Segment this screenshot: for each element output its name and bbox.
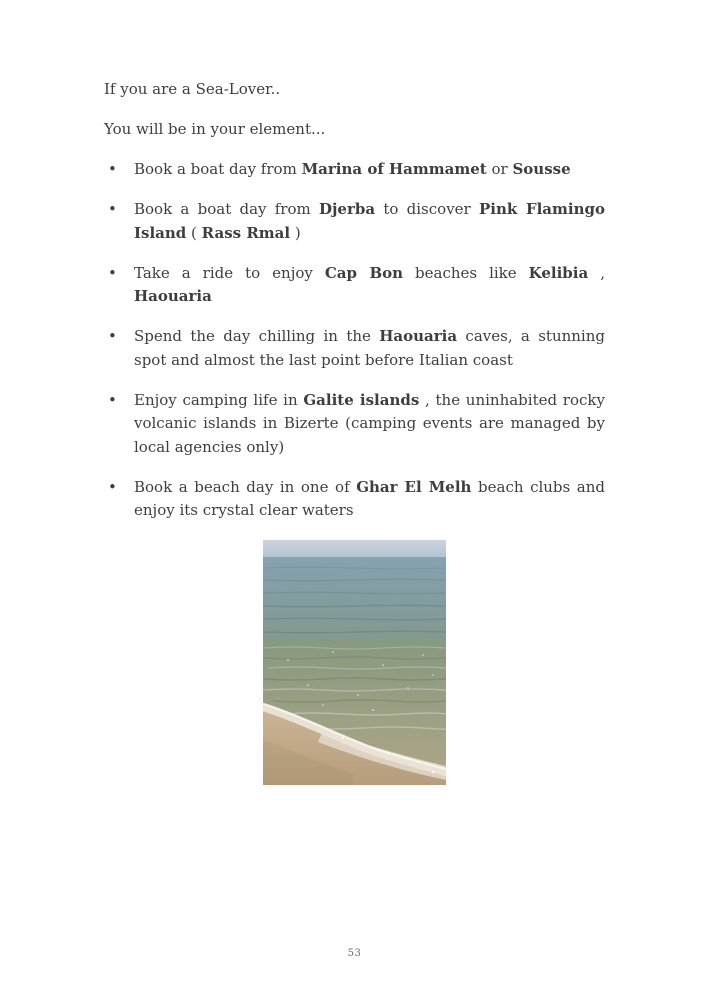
text-segment: , xyxy=(588,263,605,282)
page-number: 53 xyxy=(347,948,362,959)
text-segment: Book a beach day in one of xyxy=(134,477,357,496)
text-segment: ( xyxy=(186,223,202,242)
text-segment: Book a boat day from xyxy=(134,200,319,218)
text-segment: Cap Bon xyxy=(324,263,404,282)
text-segment: to discover xyxy=(375,200,479,218)
list-item xyxy=(104,158,605,182)
list-item xyxy=(104,262,605,309)
text-segment: Rass Rmal xyxy=(201,223,291,242)
text-segment: beaches like xyxy=(403,263,529,282)
sea-region xyxy=(263,557,446,643)
text-segment: Ghar El Melh xyxy=(356,477,472,496)
text-segment: caves, a stunning spot and almost the last point before Italian coast xyxy=(134,327,605,369)
list-item xyxy=(104,325,605,372)
text-segment: Marina of Hammamet xyxy=(301,160,487,178)
text-segment: Book a boat day from xyxy=(134,160,302,178)
text-segment: Galite islands xyxy=(303,390,420,409)
text-segment: Enjoy camping life in xyxy=(134,390,304,409)
page-content xyxy=(104,78,605,785)
text-segment: Pink Flamingo Island xyxy=(134,200,605,242)
list-item xyxy=(104,476,605,523)
intro-line-2: You will be in your element... xyxy=(104,120,326,138)
list-item xyxy=(104,389,605,460)
activities-list xyxy=(104,158,605,523)
text-segment: Djerba xyxy=(319,200,376,218)
text-segment: , the uninhabited rocky volcanic islands in Bizerte (camping events are managed by local agencies only) xyxy=(134,390,605,456)
text-segment: Haouaria xyxy=(134,287,212,305)
text-segment: Take a ride to enjoy xyxy=(134,263,325,282)
beach-photo-graphic xyxy=(263,540,446,785)
text-segment: Spend the day chilling in the xyxy=(134,327,380,345)
text-segment: Kelibia xyxy=(528,263,589,282)
text-segment: or xyxy=(486,160,513,178)
text-segment: Haouaria xyxy=(379,327,458,345)
intro-line-1: If you are a Sea-Lover.. xyxy=(104,80,281,98)
text-segment: Sousse xyxy=(512,160,571,178)
text-segment: ) xyxy=(290,223,301,242)
list-item xyxy=(104,198,605,245)
sky-region xyxy=(263,540,446,558)
text-segment: beach clubs and enjoy its crystal clear waters xyxy=(134,477,605,519)
beach-photo xyxy=(263,540,446,785)
